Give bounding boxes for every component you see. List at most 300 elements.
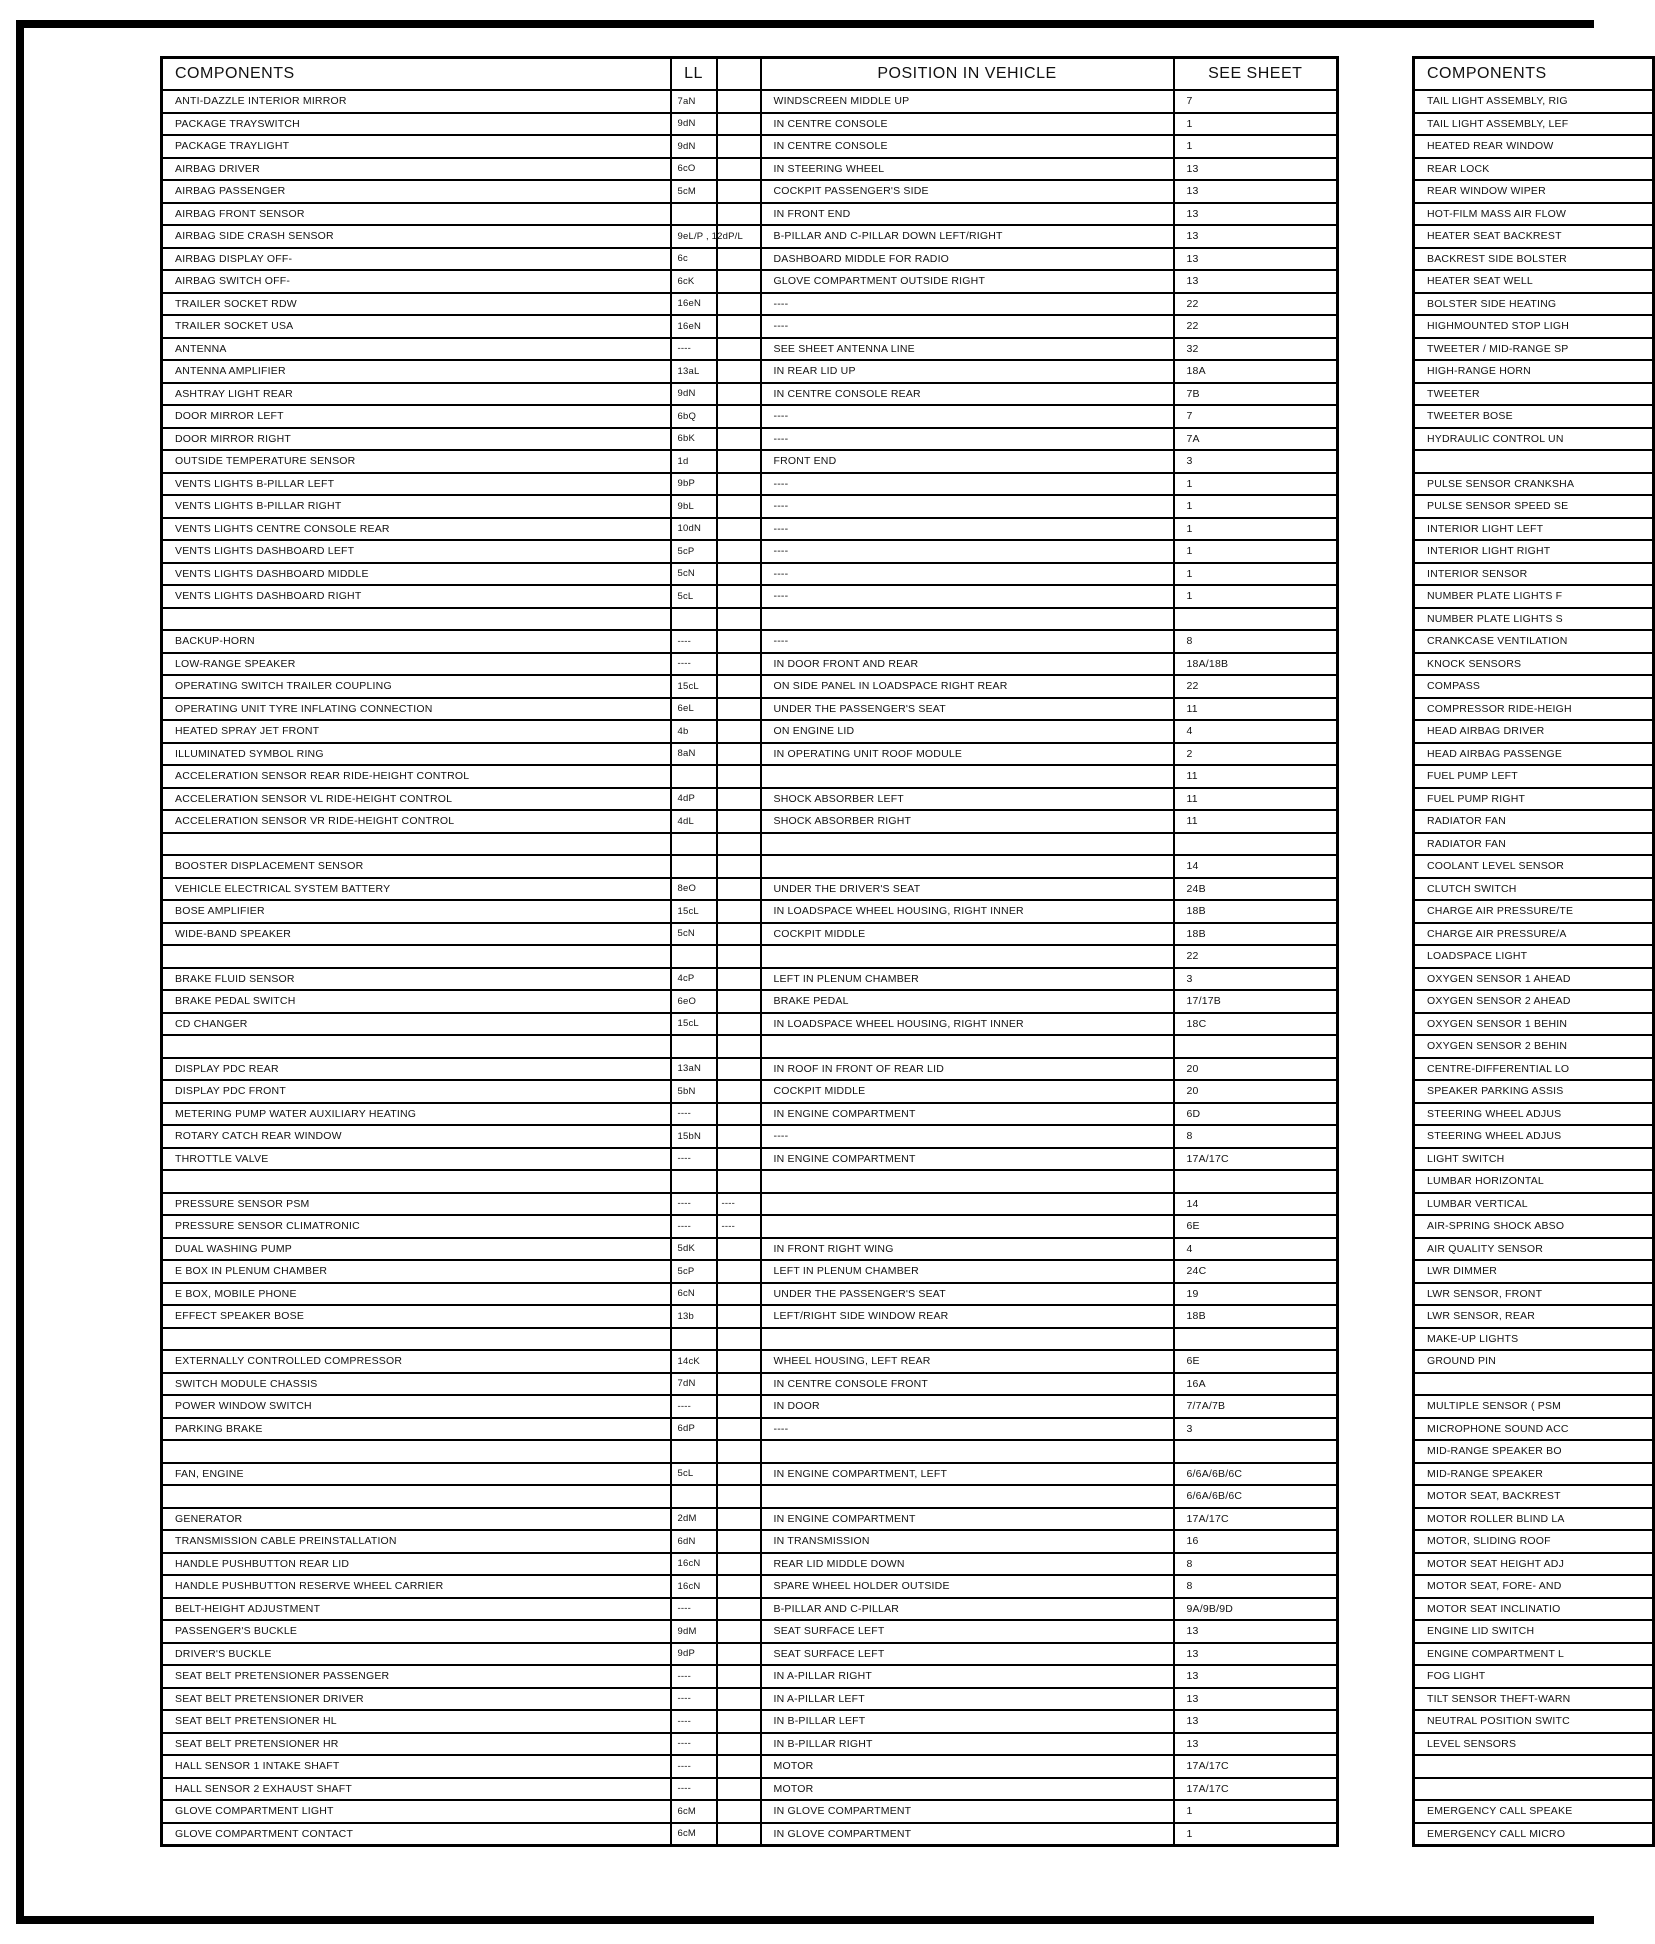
component-cell: ILLUMINATED SYMBOL RING xyxy=(162,743,671,766)
component-cell: LOADSPACE LIGHT xyxy=(1414,945,1654,968)
table-row xyxy=(162,248,1338,271)
table-row xyxy=(162,90,1338,113)
table-row xyxy=(1414,1688,1654,1711)
ll-cell: ---- xyxy=(671,1733,717,1756)
position-cell xyxy=(761,945,1174,968)
component-cell: BELT-HEIGHT ADJUSTMENT xyxy=(162,1598,671,1621)
blank-cell xyxy=(717,518,761,541)
blank-cell xyxy=(717,1463,761,1486)
component-cell: MOTOR SEAT HEIGHT ADJ xyxy=(1414,1553,1654,1576)
component-cell: EFFECT SPEAKER BOSE xyxy=(162,1305,671,1328)
component-cell: HYDRAULIC CONTROL UN xyxy=(1414,428,1654,451)
blank-cell xyxy=(717,293,761,316)
see-sheet-cell: 7 xyxy=(1174,90,1338,113)
ll-cell: 6c xyxy=(671,248,717,271)
table-row xyxy=(162,1823,1338,1846)
component-cell: CLUTCH SWITCH xyxy=(1414,878,1654,901)
table-row xyxy=(1414,1575,1654,1598)
component-cell: PRESSURE SENSOR PSM xyxy=(162,1193,671,1216)
ll-cell: ---- xyxy=(671,1778,717,1801)
component-cell: DOOR MIRROR RIGHT xyxy=(162,428,671,451)
component-cell: AIRBAG DISPLAY OFF- xyxy=(162,248,671,271)
component-cell: HEATED REAR WINDOW xyxy=(1414,135,1654,158)
component-cell: OXYGEN SENSOR 2 AHEAD xyxy=(1414,990,1654,1013)
table-row xyxy=(162,1215,1338,1238)
component-cell: MICROPHONE SOUND ACC xyxy=(1414,1418,1654,1441)
blank-cell xyxy=(717,1350,761,1373)
table-row xyxy=(1414,338,1654,361)
position-cell: ---- xyxy=(761,563,1174,586)
see-sheet-cell: 13 xyxy=(1174,158,1338,181)
table-row xyxy=(1414,788,1654,811)
blank-cell: ---- xyxy=(717,1193,761,1216)
component-cell: LUMBAR HORIZONTAL xyxy=(1414,1170,1654,1193)
component-cell: PULSE SENSOR SPEED SE xyxy=(1414,495,1654,518)
component-cell: E BOX, MOBILE PHONE xyxy=(162,1283,671,1306)
component-cell: BOSE AMPLIFIER xyxy=(162,900,671,923)
blank-cell xyxy=(717,945,761,968)
table-row xyxy=(162,180,1338,203)
table-row xyxy=(162,1643,1338,1666)
component-cell: ANTI-DAZZLE INTERIOR MIRROR xyxy=(162,90,671,113)
table-row xyxy=(1414,1103,1654,1126)
component-cell: METERING PUMP WATER AUXILIARY HEATING xyxy=(162,1103,671,1126)
component-cell: THROTTLE VALVE xyxy=(162,1148,671,1171)
blank-cell xyxy=(717,540,761,563)
ll-cell: 9eL/P , 12dP/L xyxy=(671,225,717,248)
see-sheet-cell: 20 xyxy=(1174,1080,1338,1103)
table-row xyxy=(1414,608,1654,631)
table-row xyxy=(162,473,1338,496)
table-row xyxy=(162,1440,1338,1463)
table-row xyxy=(1414,1238,1654,1261)
position-cell: IN LOADSPACE WHEEL HOUSING, RIGHT INNER xyxy=(761,1013,1174,1036)
table-row xyxy=(1414,990,1654,1013)
ll-cell: 16cN xyxy=(671,1553,717,1576)
see-sheet-cell xyxy=(1174,1170,1338,1193)
ll-cell: 5cL xyxy=(671,585,717,608)
component-cell: DOOR MIRROR LEFT xyxy=(162,405,671,428)
blank-cell xyxy=(717,90,761,113)
component-cell xyxy=(1414,450,1654,473)
components-table xyxy=(160,56,1339,1847)
position-cell: IN DOOR xyxy=(761,1395,1174,1418)
see-sheet-cell: 18A/18B xyxy=(1174,653,1338,676)
component-cell: SEAT BELT PRETENSIONER DRIVER xyxy=(162,1688,671,1711)
see-sheet-cell xyxy=(1174,1440,1338,1463)
component-cell: DISPLAY PDC REAR xyxy=(162,1058,671,1081)
table-row xyxy=(162,1305,1338,1328)
blank-cell xyxy=(717,698,761,721)
see-sheet-cell: 18B xyxy=(1174,900,1338,923)
table-row xyxy=(1414,1035,1654,1058)
see-sheet-cell: 6D xyxy=(1174,1103,1338,1126)
blank-cell xyxy=(717,1103,761,1126)
blank-cell: ---- xyxy=(717,1215,761,1238)
component-cell: DISPLAY PDC FRONT xyxy=(162,1080,671,1103)
see-sheet-cell: 13 xyxy=(1174,1733,1338,1756)
blank-cell xyxy=(717,1080,761,1103)
component-cell: HANDLE PUSHBUTTON RESERVE WHEEL CARRIER xyxy=(162,1575,671,1598)
ll-cell: ---- xyxy=(671,1148,717,1171)
see-sheet-cell: 32 xyxy=(1174,338,1338,361)
blank-cell xyxy=(717,1710,761,1733)
see-sheet-cell: 1 xyxy=(1174,113,1338,136)
table-row xyxy=(162,720,1338,743)
component-cell: POWER WINDOW SWITCH xyxy=(162,1395,671,1418)
table-row xyxy=(162,968,1338,991)
component-cell xyxy=(162,1485,671,1508)
blank-cell xyxy=(717,765,761,788)
see-sheet-cell: 14 xyxy=(1174,1193,1338,1216)
table-row xyxy=(1414,1778,1654,1801)
blank-cell xyxy=(717,203,761,226)
component-cell xyxy=(162,833,671,856)
blank-cell xyxy=(717,1553,761,1576)
component-cell: DUAL WASHING PUMP xyxy=(162,1238,671,1261)
component-cell: NUMBER PLATE LIGHTS S xyxy=(1414,608,1654,631)
table-row xyxy=(1414,180,1654,203)
blank-cell xyxy=(717,563,761,586)
component-cell: PACKAGE TRAYSWITCH xyxy=(162,113,671,136)
see-sheet-cell: 16 xyxy=(1174,1530,1338,1553)
see-sheet-cell: 13 xyxy=(1174,248,1338,271)
blank-cell xyxy=(717,1598,761,1621)
blank-cell xyxy=(717,653,761,676)
see-sheet-cell: 8 xyxy=(1174,630,1338,653)
table-row xyxy=(162,833,1338,856)
ll-cell: 1d xyxy=(671,450,717,473)
table-row xyxy=(162,383,1338,406)
table-row xyxy=(1414,428,1654,451)
component-cell: DRIVER'S BUCKLE xyxy=(162,1643,671,1666)
table-row xyxy=(1414,810,1654,833)
blank-cell xyxy=(717,270,761,293)
table-row xyxy=(162,810,1338,833)
ll-cell: 16cN xyxy=(671,1575,717,1598)
position-cell: IN TRANSMISSION xyxy=(761,1530,1174,1553)
component-cell: AIR QUALITY SENSOR xyxy=(1414,1238,1654,1261)
component-cell: HEATED SPRAY JET FRONT xyxy=(162,720,671,743)
component-cell: E BOX IN PLENUM CHAMBER xyxy=(162,1260,671,1283)
ll-cell: 5cN xyxy=(671,563,717,586)
component-cell: HEATER SEAT WELL xyxy=(1414,270,1654,293)
position-cell: WINDSCREEN MIDDLE UP xyxy=(761,90,1174,113)
ll-cell: ---- xyxy=(671,338,717,361)
table-row xyxy=(162,585,1338,608)
see-sheet-cell: 1 xyxy=(1174,1823,1338,1846)
position-cell: UNDER THE PASSENGER'S SEAT xyxy=(761,1283,1174,1306)
blank-cell xyxy=(717,248,761,271)
table-row xyxy=(1414,1665,1654,1688)
table-row xyxy=(162,1620,1338,1643)
blank-cell xyxy=(717,1058,761,1081)
position-cell: ---- xyxy=(761,495,1174,518)
component-cell: OXYGEN SENSOR 2 BEHIN xyxy=(1414,1035,1654,1058)
table-row xyxy=(1414,1485,1654,1508)
table-row xyxy=(162,608,1338,631)
see-sheet-cell: 13 xyxy=(1174,1620,1338,1643)
ll-cell: 13b xyxy=(671,1305,717,1328)
component-cell: COOLANT LEVEL SENSOR xyxy=(1414,855,1654,878)
see-sheet-cell: 18B xyxy=(1174,1305,1338,1328)
position-cell: IN ENGINE COMPARTMENT, LEFT xyxy=(761,1463,1174,1486)
table-row xyxy=(162,450,1338,473)
component-cell: OXYGEN SENSOR 1 BEHIN xyxy=(1414,1013,1654,1036)
component-cell xyxy=(162,1328,671,1351)
table-row xyxy=(162,1238,1338,1261)
component-cell: VENTS LIGHTS CENTRE CONSOLE REAR xyxy=(162,518,671,541)
position-cell: COCKPIT PASSENGER'S SIDE xyxy=(761,180,1174,203)
table-row xyxy=(1414,405,1654,428)
component-cell: AIRBAG SWITCH OFF- xyxy=(162,270,671,293)
position-cell: ---- xyxy=(761,630,1174,653)
ll-cell: 6cM xyxy=(671,1823,717,1846)
table-row xyxy=(1414,855,1654,878)
position-cell: IN FRONT RIGHT WING xyxy=(761,1238,1174,1261)
ll-cell: 6cK xyxy=(671,270,717,293)
position-cell: IN CENTRE CONSOLE REAR xyxy=(761,383,1174,406)
component-cell: HIGHMOUNTED STOP LIGH xyxy=(1414,315,1654,338)
see-sheet-cell: 17A/17C xyxy=(1174,1755,1338,1778)
table-row xyxy=(162,1328,1338,1351)
table-row xyxy=(162,1395,1338,1418)
component-cell: MOTOR SEAT, FORE- AND xyxy=(1414,1575,1654,1598)
blank-cell xyxy=(717,585,761,608)
ll-cell xyxy=(671,1170,717,1193)
blank-cell xyxy=(717,1800,761,1823)
see-sheet-cell: 13 xyxy=(1174,1665,1338,1688)
position-cell: IN FRONT END xyxy=(761,203,1174,226)
table-row xyxy=(1414,1013,1654,1036)
component-cell: HEAD AIRBAG DRIVER xyxy=(1414,720,1654,743)
component-cell: SEAT BELT PRETENSIONER HL xyxy=(162,1710,671,1733)
see-sheet-cell: 11 xyxy=(1174,698,1338,721)
table-row xyxy=(1414,135,1654,158)
table-row xyxy=(1414,563,1654,586)
ll-cell: ---- xyxy=(671,1710,717,1733)
see-sheet-cell: 3 xyxy=(1174,1418,1338,1441)
see-sheet-cell: 3 xyxy=(1174,968,1338,991)
table-row xyxy=(1414,315,1654,338)
position-cell: FRONT END xyxy=(761,450,1174,473)
component-cell xyxy=(162,1170,671,1193)
component-cell: AIR-SPRING SHOCK ABSO xyxy=(1414,1215,1654,1238)
table-row xyxy=(162,923,1338,946)
see-sheet-cell: 11 xyxy=(1174,788,1338,811)
ll-cell: 14cK xyxy=(671,1350,717,1373)
ll-cell: 9dM xyxy=(671,1620,717,1643)
ll-cell: 7dN xyxy=(671,1373,717,1396)
position-cell: ---- xyxy=(761,1418,1174,1441)
header-ll: LL xyxy=(671,58,717,91)
position-cell: LEFT IN PLENUM CHAMBER xyxy=(761,968,1174,991)
component-cell: EXTERNALLY CONTROLLED COMPRESSOR xyxy=(162,1350,671,1373)
table-row xyxy=(162,158,1338,181)
component-cell: KNOCK SENSORS xyxy=(1414,653,1654,676)
position-cell xyxy=(761,1215,1174,1238)
ll-cell: 2dM xyxy=(671,1508,717,1531)
position-cell: IN B-PILLAR RIGHT xyxy=(761,1733,1174,1756)
table-row xyxy=(162,203,1338,226)
component-cell: BACKUP-HORN xyxy=(162,630,671,653)
component-cell: MOTOR ROLLER BLIND LA xyxy=(1414,1508,1654,1531)
position-cell xyxy=(761,1035,1174,1058)
table-row xyxy=(162,293,1338,316)
blank-cell xyxy=(717,1440,761,1463)
ll-cell: 4cP xyxy=(671,968,717,991)
blank-cell xyxy=(717,990,761,1013)
table-row xyxy=(162,495,1338,518)
ll-cell: 6dP xyxy=(671,1418,717,1441)
table-row xyxy=(162,1688,1338,1711)
blank-cell xyxy=(717,833,761,856)
blank-cell xyxy=(717,1755,761,1778)
table-row xyxy=(1414,270,1654,293)
table-row xyxy=(162,1148,1338,1171)
position-cell: IN ENGINE COMPARTMENT xyxy=(761,1148,1174,1171)
see-sheet-cell: 8 xyxy=(1174,1553,1338,1576)
component-cell: REAR LOCK xyxy=(1414,158,1654,181)
table-row xyxy=(162,428,1338,451)
position-cell: ON SIDE PANEL IN LOADSPACE RIGHT REAR xyxy=(761,675,1174,698)
see-sheet-cell: 1 xyxy=(1174,518,1338,541)
table-row xyxy=(1414,360,1654,383)
table-row xyxy=(1414,383,1654,406)
position-cell xyxy=(761,1485,1174,1508)
table-row xyxy=(162,225,1338,248)
component-cell: LIGHT SWITCH xyxy=(1414,1148,1654,1171)
blank-cell xyxy=(717,1013,761,1036)
see-sheet-cell: 8 xyxy=(1174,1575,1338,1598)
component-cell xyxy=(1414,1778,1654,1801)
blank-cell xyxy=(717,1508,761,1531)
component-cell: VENTS LIGHTS B-PILLAR LEFT xyxy=(162,473,671,496)
table-row xyxy=(162,338,1338,361)
ll-cell: ---- xyxy=(671,1395,717,1418)
table-row xyxy=(1414,698,1654,721)
blank-cell xyxy=(717,1148,761,1171)
table-row xyxy=(1414,495,1654,518)
see-sheet-cell: 1 xyxy=(1174,495,1338,518)
blank-cell xyxy=(717,1575,761,1598)
table-row xyxy=(162,1665,1338,1688)
position-cell xyxy=(761,765,1174,788)
see-sheet-cell: 2 xyxy=(1174,743,1338,766)
ll-cell: ---- xyxy=(671,1665,717,1688)
table-row xyxy=(162,1508,1338,1531)
table-row xyxy=(162,1260,1338,1283)
table-row xyxy=(162,765,1338,788)
table-row xyxy=(1414,585,1654,608)
ll-cell xyxy=(671,608,717,631)
ll-cell: 5cL xyxy=(671,1463,717,1486)
component-cell: VENTS LIGHTS DASHBOARD MIDDLE xyxy=(162,563,671,586)
component-cell: TRAILER SOCKET USA xyxy=(162,315,671,338)
table-row xyxy=(162,1553,1338,1576)
position-cell: SHOCK ABSORBER LEFT xyxy=(761,788,1174,811)
table-row xyxy=(162,990,1338,1013)
table-row xyxy=(162,855,1338,878)
ll-cell: 4dL xyxy=(671,810,717,833)
ll-cell xyxy=(671,855,717,878)
component-cell: ROTARY CATCH REAR WINDOW xyxy=(162,1125,671,1148)
ll-cell: 16eN xyxy=(671,293,717,316)
blank-cell xyxy=(717,1485,761,1508)
component-cell: HEAD AIRBAG PASSENGE xyxy=(1414,743,1654,766)
ll-cell: ---- xyxy=(671,1755,717,1778)
see-sheet-cell: 13 xyxy=(1174,1688,1338,1711)
see-sheet-cell: 8 xyxy=(1174,1125,1338,1148)
table-row xyxy=(1414,1373,1654,1396)
component-cell: LEVEL SENSORS xyxy=(1414,1733,1654,1756)
blank-cell xyxy=(717,1125,761,1148)
component-cell: TAIL LIGHT ASSEMBLY, LEF xyxy=(1414,113,1654,136)
position-cell: IN B-PILLAR LEFT xyxy=(761,1710,1174,1733)
ll-cell: 7aN xyxy=(671,90,717,113)
table-row xyxy=(162,113,1338,136)
table-row xyxy=(1414,1755,1654,1778)
blank-cell xyxy=(717,1260,761,1283)
component-cell: NUMBER PLATE LIGHTS F xyxy=(1414,585,1654,608)
position-cell: IN A-PILLAR LEFT xyxy=(761,1688,1174,1711)
component-cell: ASHTRAY LIGHT REAR xyxy=(162,383,671,406)
ll-cell xyxy=(671,765,717,788)
table-row xyxy=(162,1733,1338,1756)
see-sheet-cell: 13 xyxy=(1174,225,1338,248)
see-sheet-cell: 6E xyxy=(1174,1350,1338,1373)
position-cell: B-PILLAR AND C-PILLAR DOWN LEFT/RIGHT xyxy=(761,225,1174,248)
table-row xyxy=(1414,1395,1654,1418)
position-cell: IN REAR LID UP xyxy=(761,360,1174,383)
see-sheet-cell: 1 xyxy=(1174,563,1338,586)
component-cell: PRESSURE SENSOR CLIMATRONIC xyxy=(162,1215,671,1238)
position-cell: COCKPIT MIDDLE xyxy=(761,1080,1174,1103)
position-cell xyxy=(761,1328,1174,1351)
ll-cell: 6bK xyxy=(671,428,717,451)
table-row xyxy=(162,1125,1338,1148)
ll-cell: 15cL xyxy=(671,1013,717,1036)
table-row xyxy=(1414,878,1654,901)
component-cell: CHARGE AIR PRESSURE/A xyxy=(1414,923,1654,946)
component-cell: GLOVE COMPARTMENT CONTACT xyxy=(162,1823,671,1846)
component-cell: RADIATOR FAN xyxy=(1414,810,1654,833)
table-row xyxy=(1414,450,1654,473)
table-row xyxy=(162,1350,1338,1373)
blank-cell xyxy=(717,473,761,496)
blank-cell xyxy=(717,855,761,878)
table-row xyxy=(1414,1350,1654,1373)
table-row xyxy=(162,360,1338,383)
component-cell: TWEETER BOSE xyxy=(1414,405,1654,428)
ll-cell: 4dP xyxy=(671,788,717,811)
position-cell: B-PILLAR AND C-PILLAR xyxy=(761,1598,1174,1621)
see-sheet-cell: 7A xyxy=(1174,428,1338,451)
table-row xyxy=(162,518,1338,541)
component-cell: ENGINE LID SWITCH xyxy=(1414,1620,1654,1643)
component-cell: STEERING WHEEL ADJUS xyxy=(1414,1125,1654,1148)
component-cell: PULSE SENSOR CRANKSHA xyxy=(1414,473,1654,496)
component-cell: ENGINE COMPARTMENT L xyxy=(1414,1643,1654,1666)
component-cell: ACCELERATION SENSOR REAR RIDE-HEIGHT CONTROL xyxy=(162,765,671,788)
ll-cell: 15cL xyxy=(671,675,717,698)
component-cell: INTERIOR LIGHT LEFT xyxy=(1414,518,1654,541)
table-row xyxy=(1414,765,1654,788)
ll-cell: 8eO xyxy=(671,878,717,901)
ll-cell: 5dK xyxy=(671,1238,717,1261)
blank-cell xyxy=(717,405,761,428)
ll-cell: 9bP xyxy=(671,473,717,496)
